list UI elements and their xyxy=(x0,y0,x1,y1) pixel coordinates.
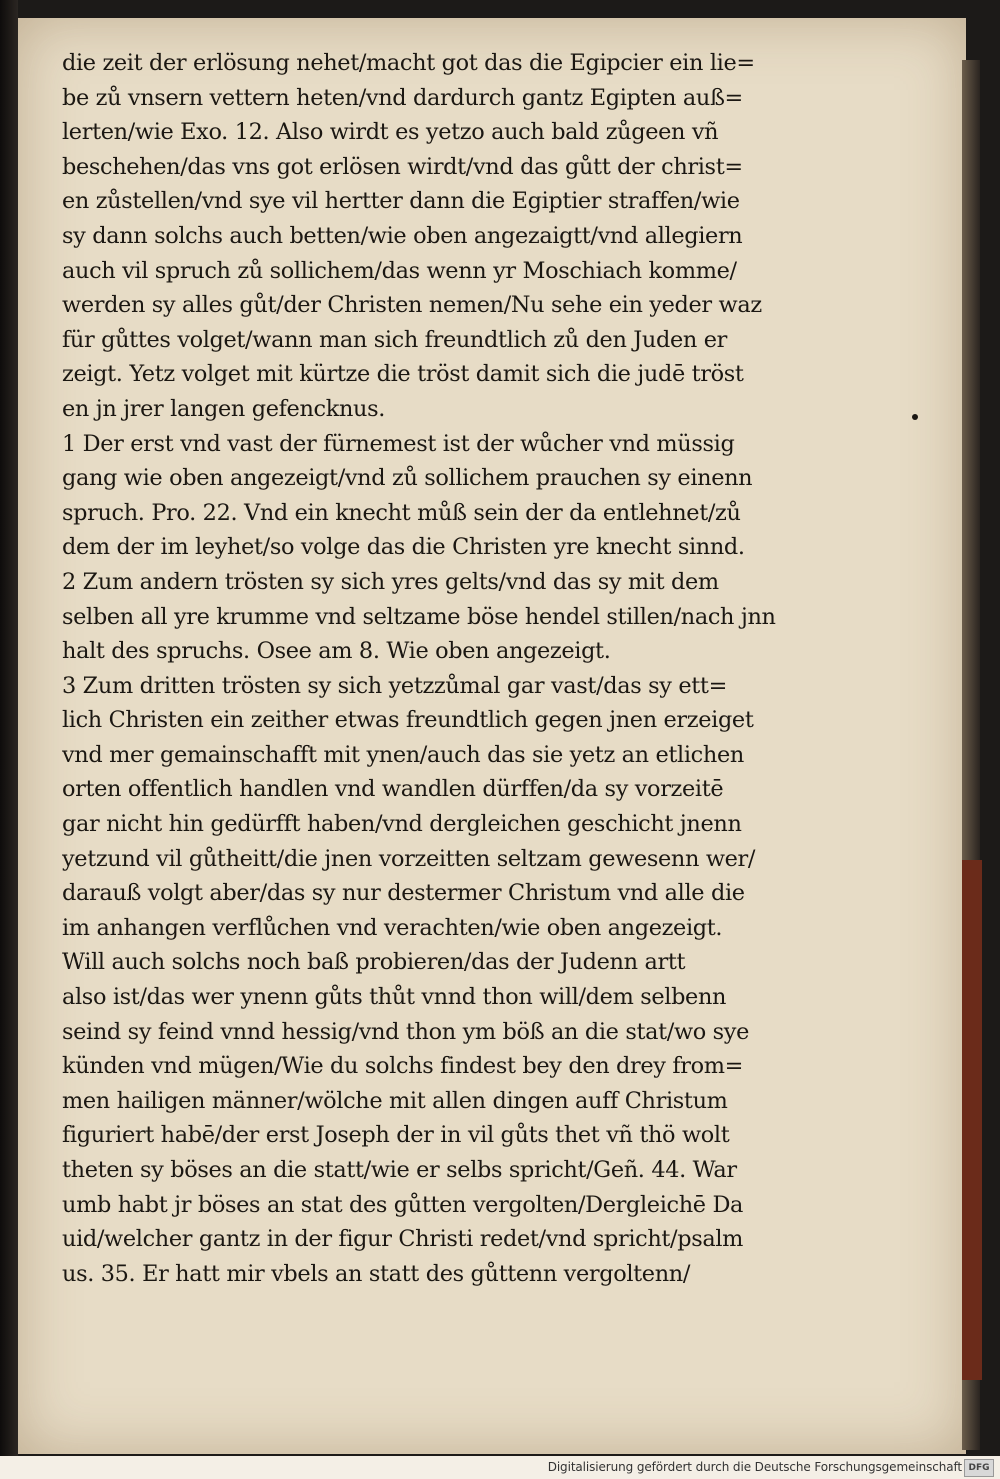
text-line: lerten/wie Exo. 12. Also wirdt es yetzo auch bald zůgeen vñ xyxy=(62,119,719,146)
text-line: auch vil spruch zů sollichem/das wenn yr Moschiach komme/ xyxy=(62,257,737,284)
text-line: werden sy alles gůt/der Christen nemen/Nu sehe ein yeder waz xyxy=(62,292,762,319)
text-line: dem der im leyhet/so volge das die Christen yre knecht sinnd. xyxy=(62,534,745,561)
text-line: sy dann solchs auch betten/wie oben angezaigtt/vnd allegiern xyxy=(62,222,743,249)
text-line: lich Christen ein zeither etwas freundtlich gegen jnen erzeiget xyxy=(62,707,754,734)
text-line: gang wie oben angezeigt/vnd zů sollichem prauchen sy einenn xyxy=(62,465,753,492)
text-line: darauß volgt aber/das sy nur destermer Christum vnd alle die xyxy=(62,880,745,907)
footer-bar xyxy=(0,1456,1000,1479)
text-line: gar nicht hin gedürfft haben/vnd dergleichen geschicht jnenn xyxy=(62,811,742,838)
text-line: im anhangen verflůchen vnd verachten/wie oben angezeigt. xyxy=(62,914,723,941)
text-line: die zeit der erlösung nehet/macht got das die Egipcier ein lie= xyxy=(62,50,755,76)
text-line: yetzund vil gůtheitt/die jnen vorzeitten seltzam gewesenn wer/ xyxy=(62,845,756,872)
text-line: für gůttes volget/wann man sich freundtlich zů den Juden er xyxy=(62,326,727,353)
funding-credit: Digitalisierung gefördert durch die Deutsche Forschungsgemeinschaft xyxy=(547,1460,962,1474)
text-line: be zů vnsern vettern heten/vnd dardurch gantz Egipten auß= xyxy=(62,84,743,111)
text-line: orten offentlich handlen vnd wandlen dürffen/da sy vorzeitē xyxy=(62,776,724,803)
text-line: also ist/das wer ynenn gůts thůt vnnd thon will/dem selbenn xyxy=(62,984,727,1011)
text-line: seind sy feind vnnd hessig/vnd thon ym böß an die stat/wo sye xyxy=(62,1018,750,1045)
text-line: vnd mer gemainschafft mit ynen/auch das sie yetz an etlichen xyxy=(62,741,744,768)
text-line: zeigt. Yetz volget mit kürtze die tröst damit sich die judē tröst xyxy=(62,361,744,388)
text-line: umb habt jr böses an stat des gůtten vergolten/Dergleichē Da xyxy=(62,1191,744,1218)
text-line: 2 Zum andern trösten sy sich yres gelts/vnd das sy mit dem xyxy=(62,568,719,595)
text-line: 3 Zum dritten trösten sy sich yetzzůmal gar vast/das sy ett= xyxy=(62,672,727,699)
text-line: selben all yre krumme vnd seltzame böse hendel stillen/nach jnn xyxy=(62,603,776,630)
text-line: beschehen/das vns got erlösen wirdt/vnd das gůtt der christ= xyxy=(62,153,743,180)
text-line: 1 Der erst vnd vast der fürnemest ist der wůcher vnd müssig xyxy=(62,430,735,457)
page-text xyxy=(62,46,832,1291)
text-line: theten sy böses an die statt/wie er selbs spricht/Geñ. 44. War xyxy=(62,1157,737,1183)
text-line: figuriert habē/der erst Joseph der in vil gůts thet vñ thö wolt xyxy=(62,1122,730,1149)
text-line: men hailigen männer/wölche mit allen dingen auff Christum xyxy=(62,1087,728,1114)
text-line: künden vnd mügen/Wie du solchs findest bey den drey from= xyxy=(62,1053,744,1080)
text-line: us. 35. Er hatt mir vbels an statt des gůttenn vergoltenn/ xyxy=(62,1260,691,1287)
text-line: en jn jrer langen gefencknus. xyxy=(62,395,385,422)
text-line: spruch. Pro. 22. Vnd ein knecht můß sein der da entlehnet/zů xyxy=(62,499,741,526)
text-line: en zůstellen/vnd sye vil hertter dann die Egiptier straffen/wie xyxy=(62,188,740,215)
red-page-marker xyxy=(962,860,982,1380)
dfg-logo-icon: DFG xyxy=(964,1459,994,1477)
book-spine xyxy=(0,0,18,1456)
text-line: uid/welcher gantz in der figur Christi redet/vnd spricht/psalm xyxy=(62,1226,744,1253)
ink-dot xyxy=(912,414,918,420)
text-line: Will auch solchs noch baß probieren/das der Judenn artt xyxy=(62,949,686,976)
text-line: halt des spruchs. Osee am 8. Wie oben angezeigt. xyxy=(62,638,611,665)
